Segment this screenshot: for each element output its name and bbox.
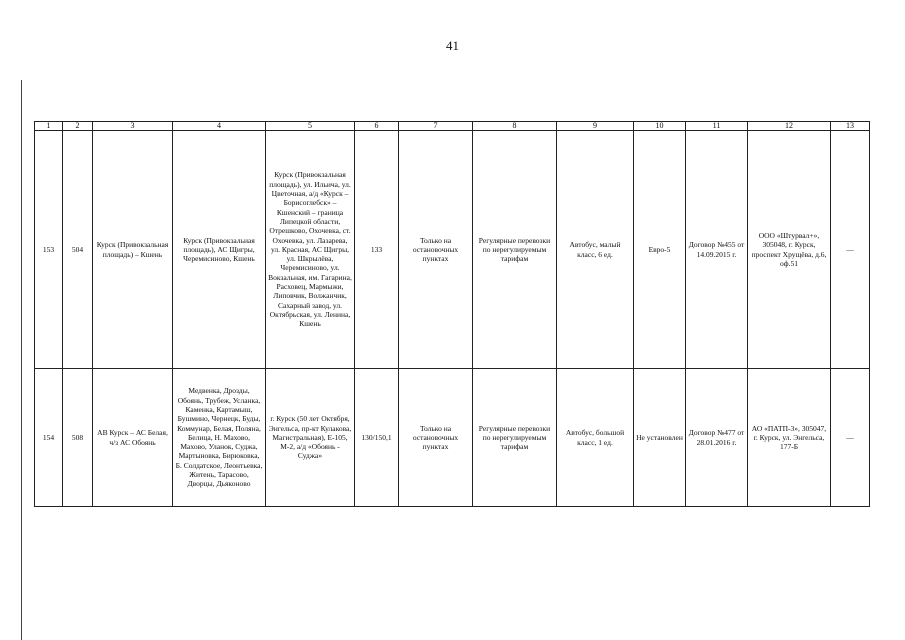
column-header: 4 <box>173 122 266 131</box>
column-header: 3 <box>93 122 173 131</box>
length-cell: 133 <box>355 131 399 369</box>
margin-line <box>21 80 22 640</box>
column-header: 12 <box>748 122 831 131</box>
stops-cell: Курск (Привокзальная площадь), АС Щигры, Черемисиново, Кшень <box>173 131 266 369</box>
eco-class-cell: Не установлен <box>634 369 686 507</box>
vehicle-cell: Автобус, большой класс, 1 ед. <box>557 369 634 507</box>
column-header: 2 <box>63 122 93 131</box>
contract-cell: Договор №477 от 28.01.2016 г. <box>686 369 748 507</box>
contract-cell: Договор №455 от 14.09.2015 г. <box>686 131 748 369</box>
eco-class-cell: Евро-5 <box>634 131 686 369</box>
column-header: 1 <box>35 122 63 131</box>
column-header: 5 <box>266 122 355 131</box>
length-cell: 130/150,1 <box>355 369 399 507</box>
column-header: 7 <box>399 122 473 131</box>
vehicle-cell: Автобус, малый класс, 6 ед. <box>557 131 634 369</box>
column-header: 10 <box>634 122 686 131</box>
boarding-order-cell: Только на остановочных пунктах <box>399 369 473 507</box>
page-number: 41 <box>446 38 459 53</box>
table-row <box>35 131 870 369</box>
streets-cell: г. Курск (50 лет Октября, Энгельса, пр-кт Кулакова, Магистральная), Е-105, М-2, а/д «Обоянь - Суджа» <box>266 369 355 507</box>
row-number-cell: 153 <box>35 131 63 369</box>
stops-cell: Медвенка, Дрозды, Обоянь, Трубеж, Усланка, Каменка, Картамыш, Бушмино, Чернецк, Буды, Коммунар, Белая, Поляна, Белица, Н. Махово, Махово, Уланок, Суджа, Мартыновка, Бирюковка, Б. Солдатское, Леонтьевка, Житень, Тарасово, Дворцы, Дьяконово <box>173 369 266 507</box>
carrier-cell: ООО «Штурвал+», 305048, г. Курск, проспект Хрущёва, д.6, оф.51 <box>748 131 831 369</box>
table-row <box>35 369 870 507</box>
column-header: 11 <box>686 122 748 131</box>
row-number-cell: 154 <box>35 369 63 507</box>
column-header: 9 <box>557 122 634 131</box>
streets-cell: Курск (Привокзальная площадь), ул. Ильича, ул. Цветочная, а/д «Курск – Борисоглебск» – Кшенский – граница Липецкой области, Отрешково, Охочевка, ст. Охочевка, ул. Лазарева, ул. Красная, АС Щигры, ул. Шкрылёва, Черемисиново, ул. Вокзальная, им. Гагарина, Расховец, Мармыжи, Липовчик, Волжанчик, Сахарный завод, ул. Октябрьская, ул. Ленина, Кшень <box>266 131 355 369</box>
carrier-cell: АО «ПАТП-3», 305047, г. Курск, ул. Энгельса, 177-Б <box>748 369 831 507</box>
table-header-row <box>35 122 870 131</box>
boarding-order-cell: Только на остановочных пунктах <box>399 131 473 369</box>
route-name-cell: АВ Курск – АС Белая, ч/з АС Обоянь <box>93 369 173 507</box>
notes-cell: — <box>831 369 870 507</box>
column-header: 6 <box>355 122 399 131</box>
column-header: 8 <box>473 122 557 131</box>
transport-type-cell: Регулярные перевозки по нерегулируемым тарифам <box>473 369 557 507</box>
route-number-cell: 504 <box>63 131 93 369</box>
route-registry-table <box>34 121 870 507</box>
transport-type-cell: Регулярные перевозки по нерегулируемым тарифам <box>473 131 557 369</box>
column-header: 13 <box>831 122 870 131</box>
route-name-cell: Курск (Привокзальная площадь) – Кшень <box>93 131 173 369</box>
notes-cell: — <box>831 131 870 369</box>
route-number-cell: 508 <box>63 369 93 507</box>
